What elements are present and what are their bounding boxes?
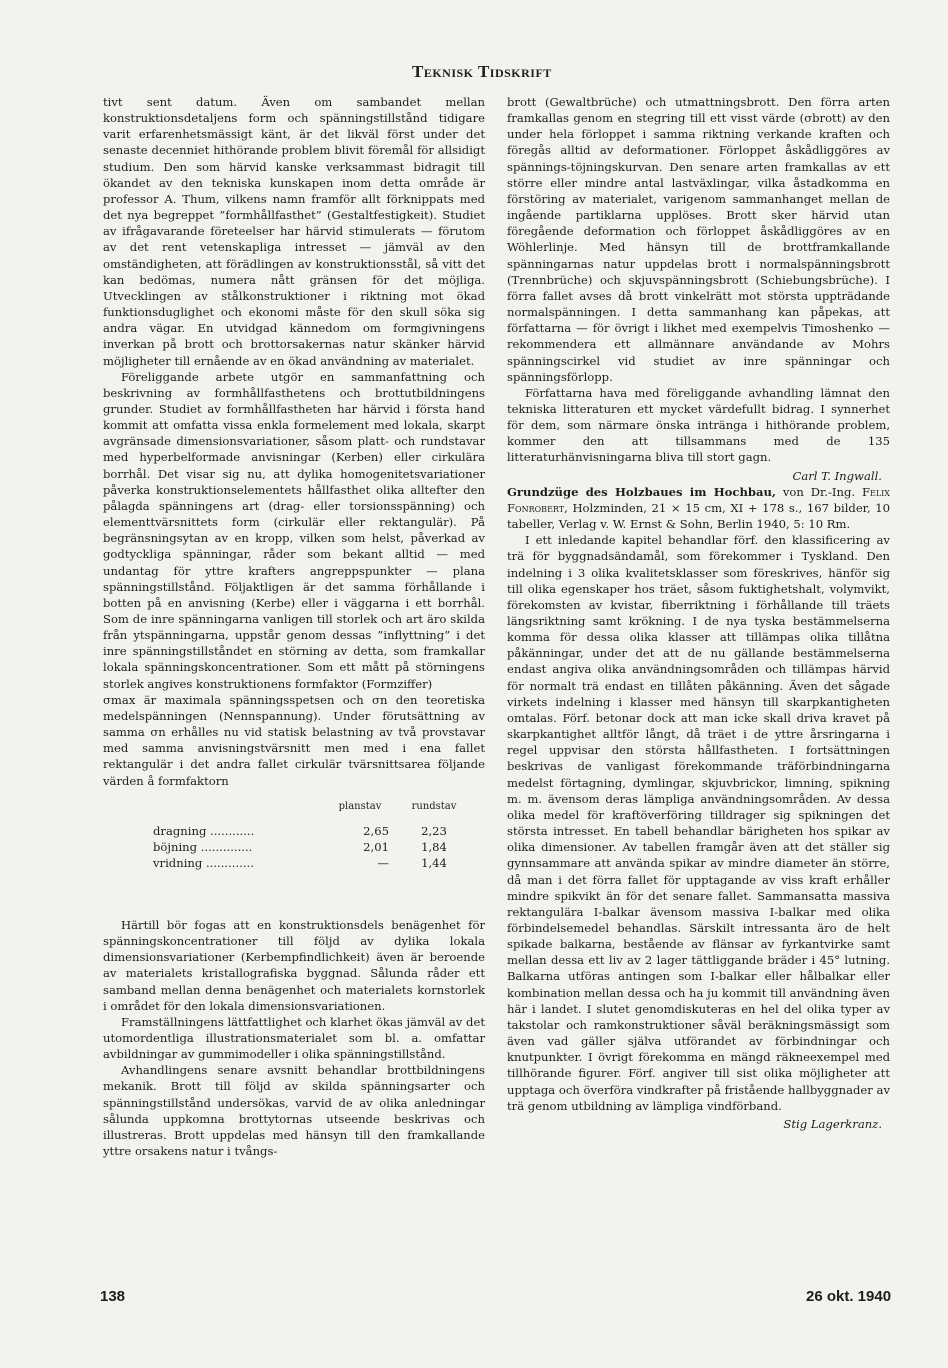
journal-masthead: Teknisk Tidskrift	[412, 62, 552, 81]
signature-lagerkranz: Stig Lagerkranz.	[783, 1116, 882, 1131]
table-cell-plan: 2,65	[363, 823, 389, 838]
table-cell-rund: 1,84	[421, 839, 447, 854]
review-author-prefix: von Dr.-Ing.	[782, 484, 856, 499]
review-details: Holzminden, 21 × 15 cm, XI + 178 s., 167 bilder, 10 tabeller, Verlag v. W. Ernst & Sohn, Berlin 1940, 5: 10 Rm.	[507, 500, 890, 532]
left-paragraph-2-end: σmax är maximala spänningsspetsen och σn den teoretiska medelspänningen (Nennspannung). Under förutsättning av samma σn erhålles nu vid statisk belastning av två provstavar med samma anvisningstvärsnitt men med i ena fallet rektangulär i det andra fallet cirkulär tvärsnittsarea följande värden å formfaktorn	[103, 692, 485, 788]
left-paragraph-1: tivt sent datum. Även om sambandet mellan konstruktionsdetaljens form och spänningstillstånd tidigare varit erfarenhetsmässigt känt, är det likväl först under det senaste decenniet hithörande problem blivit föremål för allsidigt studium. Den som härvid kanske verksammast bidragit till ökandet av den tekniska kunskapen inom detta område är professor A. Thum, vilkens namn framför allt förknippats med det nya begreppet ”formhållfasthet” (Gestaltfestigkeit). Studiet av ifrågavarande företeelser har härvid stimulerats — förutom av det rent vetenskapliga intresset — jämväl av den omständigheten, att förädlingen av konstruktionsstål, så vitt det kan bedömas, numera nått gränsen för det möjliga. Utvecklingen av stålkonstruktioner i riktning mot ökad funktionsduglighet och ekonomi måste för den skull söka sig andra vägar. En utvidgad kännedom om formgivningens inverkan på brott och brottorsakernas natur skänker härvid möjligheter till ernående av en ökad användning av materialet.	[103, 95, 485, 368]
left-paragraph-3: Härtill bör fogas att en konstruktionsdels benägenhet för spänningskoncentrationer till följd av dylika lokala dimensionsvariationer (Kerbempfindlichkeit) även är beroende av materialets kristallografiska byggnad. Sålunda råder ett samband mellan denna benägenhet och materialets kornstorlek i området för den lokala dimensionsvariationen.	[103, 917, 485, 1013]
table-cell-plan: 2,01	[363, 839, 389, 854]
table-row	[153, 839, 469, 855]
table-row	[153, 823, 469, 839]
signature-ingwall: Carl T. Ingwall.	[792, 468, 882, 483]
review-body: I ett inledande kapitel behandlar förf. den klassificering av trä för byggnadsändamål, som förekommer i Tyskland. Den indelning i 3 olika kvalitetsklasser som föreskrives, hänför sig till olika egenskaper hos träet, såsom fuktighetshalt, volymvikt, förekomsten av kvistar, fiberriktning i förhållande till träets längsriktning samt krökning. I de nya tyska bestämmelserna komma för dessa olika klasser att tillämpas olika tillåtna påkänningar, under det att de nu gällande bestämmelserna endast angiva olika användningsområden och tillämpas härvid för normalt trä endast en tillåten påkänning. Även det sågade virkets indelning i klasser med hänsyn till skarpkantigheten omtalas. Förf. betonar dock att man icke skall driva kravet på skarpkantighet alltför långt, då träet i de yttre årsringarna i regel uppvisar den största hållfastheten. I fortsättningen beskrivas de vanligast förekommande träförbindningarna medelst förtagning, dymlingar, skjuvbrickor, limning, spikning m. m. ävensom deras lämpliga användningsområden. Av dessa olika medel för kraftöverföring tilldrager sig spikningen det största intresset. En tabell behandlar bärigheten hos spikar av olika dimensioner. Av tabellen framgår även att det ställer sig gynnsammare att använda spikar av mindre diameter än större, då man i det förra fallet för upptagande av viss kraft erhåller mindre spikvikt än för det senare fallet. Sammansatta massiva rektangulära I-balkar ävensom massiva I-balkar med olika förbindelsemedel behandlas. Särskilt intressanta äro de helt spikade balkarna, bestående av flänsar av fyrkantvirke samt mellan dessa ett liv av 2 lager tättliggande bräder i 45° lutning. Balkarna utföras antingen som I-balkar eller hålbalkar eller kombination mellan dessa och ha ju kommit till användning även här i landet. I slutet genomdiskuteras en hel del olika typer av takstolar och ramkonstruktioner såväl beräkningsmässigt som även vad gäller själva utförandet av förbindningar och knutpunkter. I övrigt förekomma en mängd räkneexempel med tillhörande figurer. Förf. angiver till sist olika möjligheter att upptaga och överföra vindkrafter på fristående hallbyggnader av trä genom utbildning av lämpliga vindförband.	[507, 533, 890, 1113]
form-factor-table	[153, 799, 469, 871]
table-cell-plan: —	[377, 855, 389, 870]
right-paragraph-1: brott (Gewaltbrüche) och utmattningsbrott. Den förra arten framkallas genom en stegring till ett visst värde (σbrott) av den under hela förloppet i samma riktning verkande kraften och föregås alltid av deformationer. Förloppet åskådliggöres av spännings-töjningskurvan. Den senare arten framkallas av ett större eller mindre antal lastväxlingar, vilka åstadkomma en förstöring av materialet, varigenom sammanhanget mellan de ingående partiklarna upplöses. Brott sker härvid utan föregående deformation och förloppet åskådliggöres av en Wöhlerlinje. Med hänsyn till de brottframkallande spänningarnas natur uppdelas brott i normalspänningsbrott (Trennbrüche) och skjuvspänningsbrott (Schiebungsbrüche). I förra fallet avses då brott vinkelrätt mot största uppträdande normalspänningen. I detta sammanhang kan påpekas, att författarna — för övrigt i likhet med exempelvis Timoshenko — rekommendera ett allmännare användande av Mohrs spänningscirkel vid studiet av inre spänningar och spänningsförlopp.	[507, 95, 890, 384]
table-header-rundstav: rundstav	[411, 800, 457, 812]
review-heading	[507, 484, 890, 532]
left-column	[103, 94, 485, 1159]
table-cell-rund: 1,44	[421, 855, 447, 870]
right-paragraph-2: Författarna hava med föreliggande avhandling lämnat den tekniska litteraturen ett mycket värdefullt bidrag. I synnerhet för dem, som närmare önska intränga i hithörande problem, kommer den att tillsammans med de 135 litteraturhänvisningarna bliva till stort gagn.	[507, 385, 890, 465]
table-row-label: dragning ............	[153, 823, 255, 838]
table-row-label: böjning ..............	[153, 839, 253, 854]
review-author: Felix Fonrobert,	[507, 484, 891, 515]
right-column	[507, 94, 890, 1132]
left-paragraph-2: Föreliggande arbete utgör en sammanfattning och beskrivning av formhållfasthetens och brottutbildningens grunder. Studiet av formhållfastheten har härvid i första hand kommit att omfatta vissa enkla formelement med lokala, skarpt avgränsade dimensionsvariationer, såsom platt- och rundstavar med hyperbelformade anvisningar (Kerben) eller cirkulära borrhål. Det visar sig nu, att dylika homogenitetsvariationer påverka konstruktionselementets hållfasthet olika alltefter den pålagda spänningens art (drag- eller torsionsspänning) och elementtvärsnittets form (cirkulär eller rektangulär). På begränsningsytan av en kropp, vilken som helst, påverkad av godtyckliga spänningar, råder som bekant alltid — med undantag för yttre krafters angreppspunkter — plana spänningstillstånd. Följaktligen är det samma förhållande i botten på en anvisning (Kerbe) eller i väggarna i ett borrhål. Som de inre spänningarna vanligen till storlek och art äro skilda från ytspänningarna, uppstår genom dessas ”inflyttning” i det inre spänningstillståndet en störning av detta, som framkallar lokala spänningskoncentrationer. Som ett mått på störningens storlek angives konstruktionens formfaktor (Formziffer)	[103, 369, 485, 691]
review-book-title: Grundzüge des Holzbaues im Hochbau,	[507, 484, 776, 499]
issue-date: 26 okt. 1940	[806, 1288, 892, 1305]
table-row	[153, 855, 469, 871]
page-number: 138	[100, 1288, 126, 1305]
table-cell-rund: 2,23	[421, 823, 447, 838]
table-header-planstav: planstav	[338, 800, 382, 812]
left-paragraph-5: Avhandlingens senare avsnitt behandlar brottbildningens mekanik. Brott till följd av skilda spänningsarter och spänningstillstånd undersökas, varvid de av olika anledningar sålunda uppkomna brottytornas utseende beskrivas och illustreras. Brott uppdelas med hänsyn till den framkallande yttre orsakens natur i tvångs-	[103, 1063, 485, 1159]
table-row-label: vridning .............	[153, 855, 254, 870]
left-paragraph-4: Framställningens lättfattlighet och klarhet ökas jämväl av det utomordentliga illustrationsmaterialet som bl. a. omfattar avbildningar av gummimodeller i olika spänningstillstånd.	[103, 1014, 485, 1062]
